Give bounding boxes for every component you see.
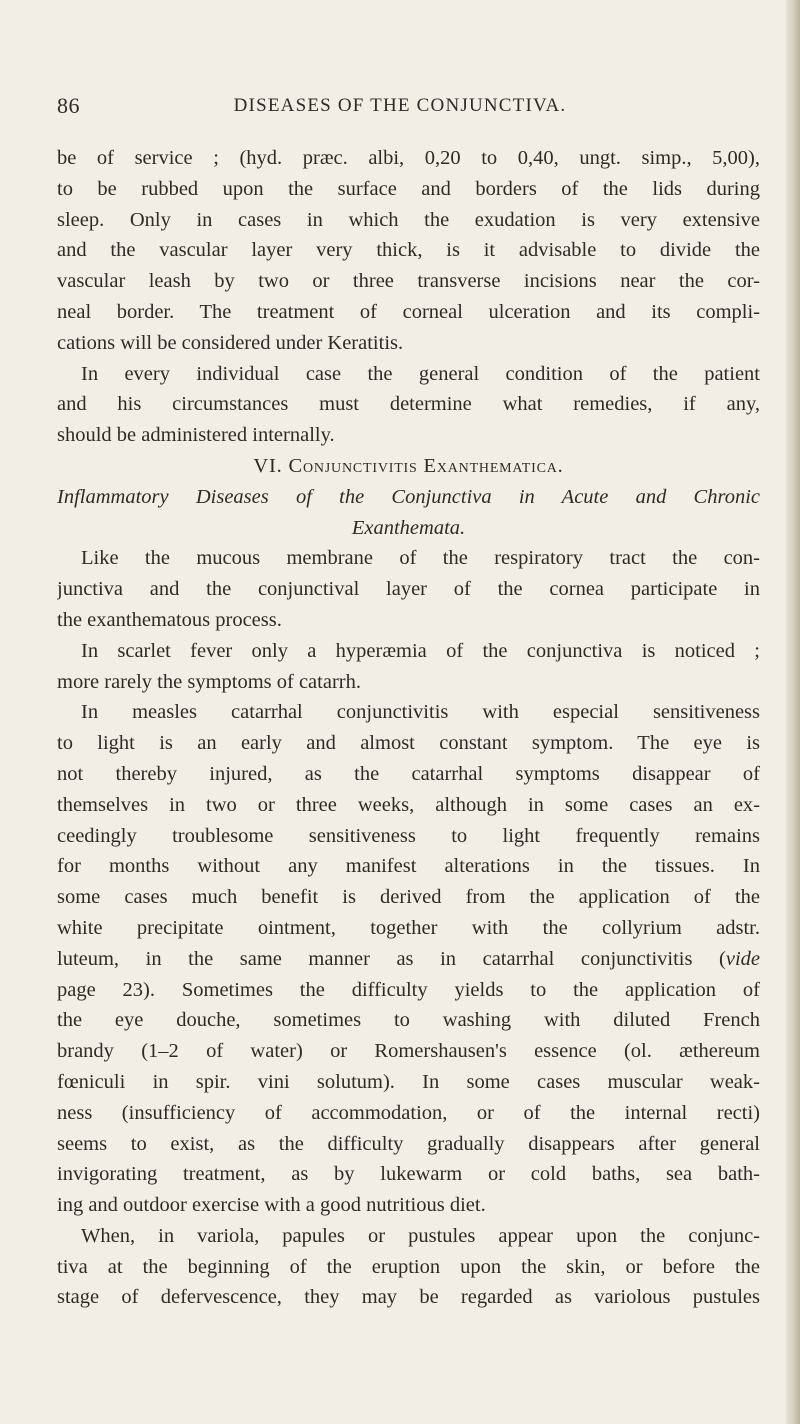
- text-line: themselves in two or three weeks, although in some cases an ex-: [57, 793, 760, 816]
- text-line: should be administered internally.: [57, 424, 335, 447]
- text-line: be of service ; (hyd. præc. albi, 0,20 to 0,40, ungt. simp., 5,00),: [57, 147, 760, 169]
- text-line: more rarely the symptoms of catarrh.: [57, 670, 361, 693]
- text-line: seems to exist, as the difficulty gradually disappears after general: [57, 1132, 760, 1155]
- text-line: When, in variola, papules or pustules appear upon the conjunc-: [81, 1224, 760, 1247]
- text-line: to light is an early and almost constant symptom. The eye is: [57, 732, 760, 755]
- text-line: white precipitate ointment, together with the collyrium adstr.: [57, 916, 760, 939]
- section-heading: VI. Conjunctivitis Exanthematica.: [253, 454, 564, 477]
- section-subtitle-continued: Exanthemata.: [351, 516, 466, 539]
- text-line: fœniculi in spir. vini solutum). In some cases muscular weak-: [57, 1070, 760, 1093]
- text-line: ness (insufficiency of accommodation, or of the internal recti): [57, 1101, 760, 1124]
- text-line: not thereby injured, as the catarrhal symptoms disappear of: [57, 762, 760, 785]
- text-line: In scarlet fever only a hyperæmia of the conjunctiva is noticed ;: [81, 639, 760, 662]
- text-line: ing and outdoor exercise with a good nutritious diet.: [57, 1194, 486, 1217]
- text-line: page 23). Sometimes the difficulty yields to the application of: [57, 978, 760, 1001]
- text-line: to be rubbed upon the surface and borders of the lids during: [57, 177, 760, 200]
- text-line: brandy (1–2 of water) or Romershausen's essence (ol. æthereum: [57, 1040, 760, 1063]
- text-line: In measles catarrhal conjunctivitis with especial sensitiveness: [81, 701, 760, 724]
- text-line: the exanthematous process.: [57, 608, 282, 631]
- text-line: neal border. The treatment of corneal ulceration and its compli-: [57, 300, 760, 323]
- running-title: DISEASES OF THE CONJUNCTIVA.: [233, 95, 567, 116]
- page-edge-shadow: [786, 0, 800, 1424]
- text-line: Like the mucous membrane of the respiratory tract the con-: [81, 547, 760, 570]
- page-header: [0, 93, 800, 121]
- page-body: [57, 143, 760, 1313]
- text-line: and his circumstances must determine what remedies, if any,: [57, 393, 760, 416]
- page-number: 86: [57, 93, 80, 118]
- text-line: junctiva and the conjunctival layer of the cornea participate in: [57, 578, 760, 601]
- text-line: invigorating treatment, as by lukewarm or cold baths, sea bath-: [57, 1163, 760, 1186]
- text-line: some cases much benefit is derived from the application of the: [57, 886, 760, 909]
- text-line-with-vide: [57, 944, 760, 975]
- text-line: for months without any manifest alterations in the tissues. In: [57, 855, 760, 878]
- text-fragment: luteum, in the same manner as in catarrhal conjunctivitis (: [57, 947, 726, 970]
- text-line: and the vascular layer very thick, is it advisable to divide the: [57, 239, 760, 262]
- text-line: the eye douche, sometimes to washing with diluted French: [57, 1009, 760, 1032]
- vide-reference: vide: [725, 947, 760, 970]
- text-line: ceedingly troublesome sensitiveness to light frequently remains: [57, 824, 760, 847]
- text-line: stage of defervescence, they may be regarded as variolous pustules: [57, 1286, 760, 1309]
- section-subtitle: Inflammatory Diseases of the Conjunctiva in Acute and Chronic: [57, 485, 760, 508]
- text-line: sleep. Only in cases in which the exudation is very extensive: [57, 208, 760, 231]
- text-line: In every individual case the general condition of the patient: [81, 362, 760, 385]
- text-line: tiva at the beginning of the eruption upon the skin, or before the: [57, 1255, 760, 1278]
- text-line: cations will be considered under Keratitis.: [57, 331, 404, 354]
- text-line: vascular leash by two or three transverse incisions near the cor-: [57, 270, 760, 293]
